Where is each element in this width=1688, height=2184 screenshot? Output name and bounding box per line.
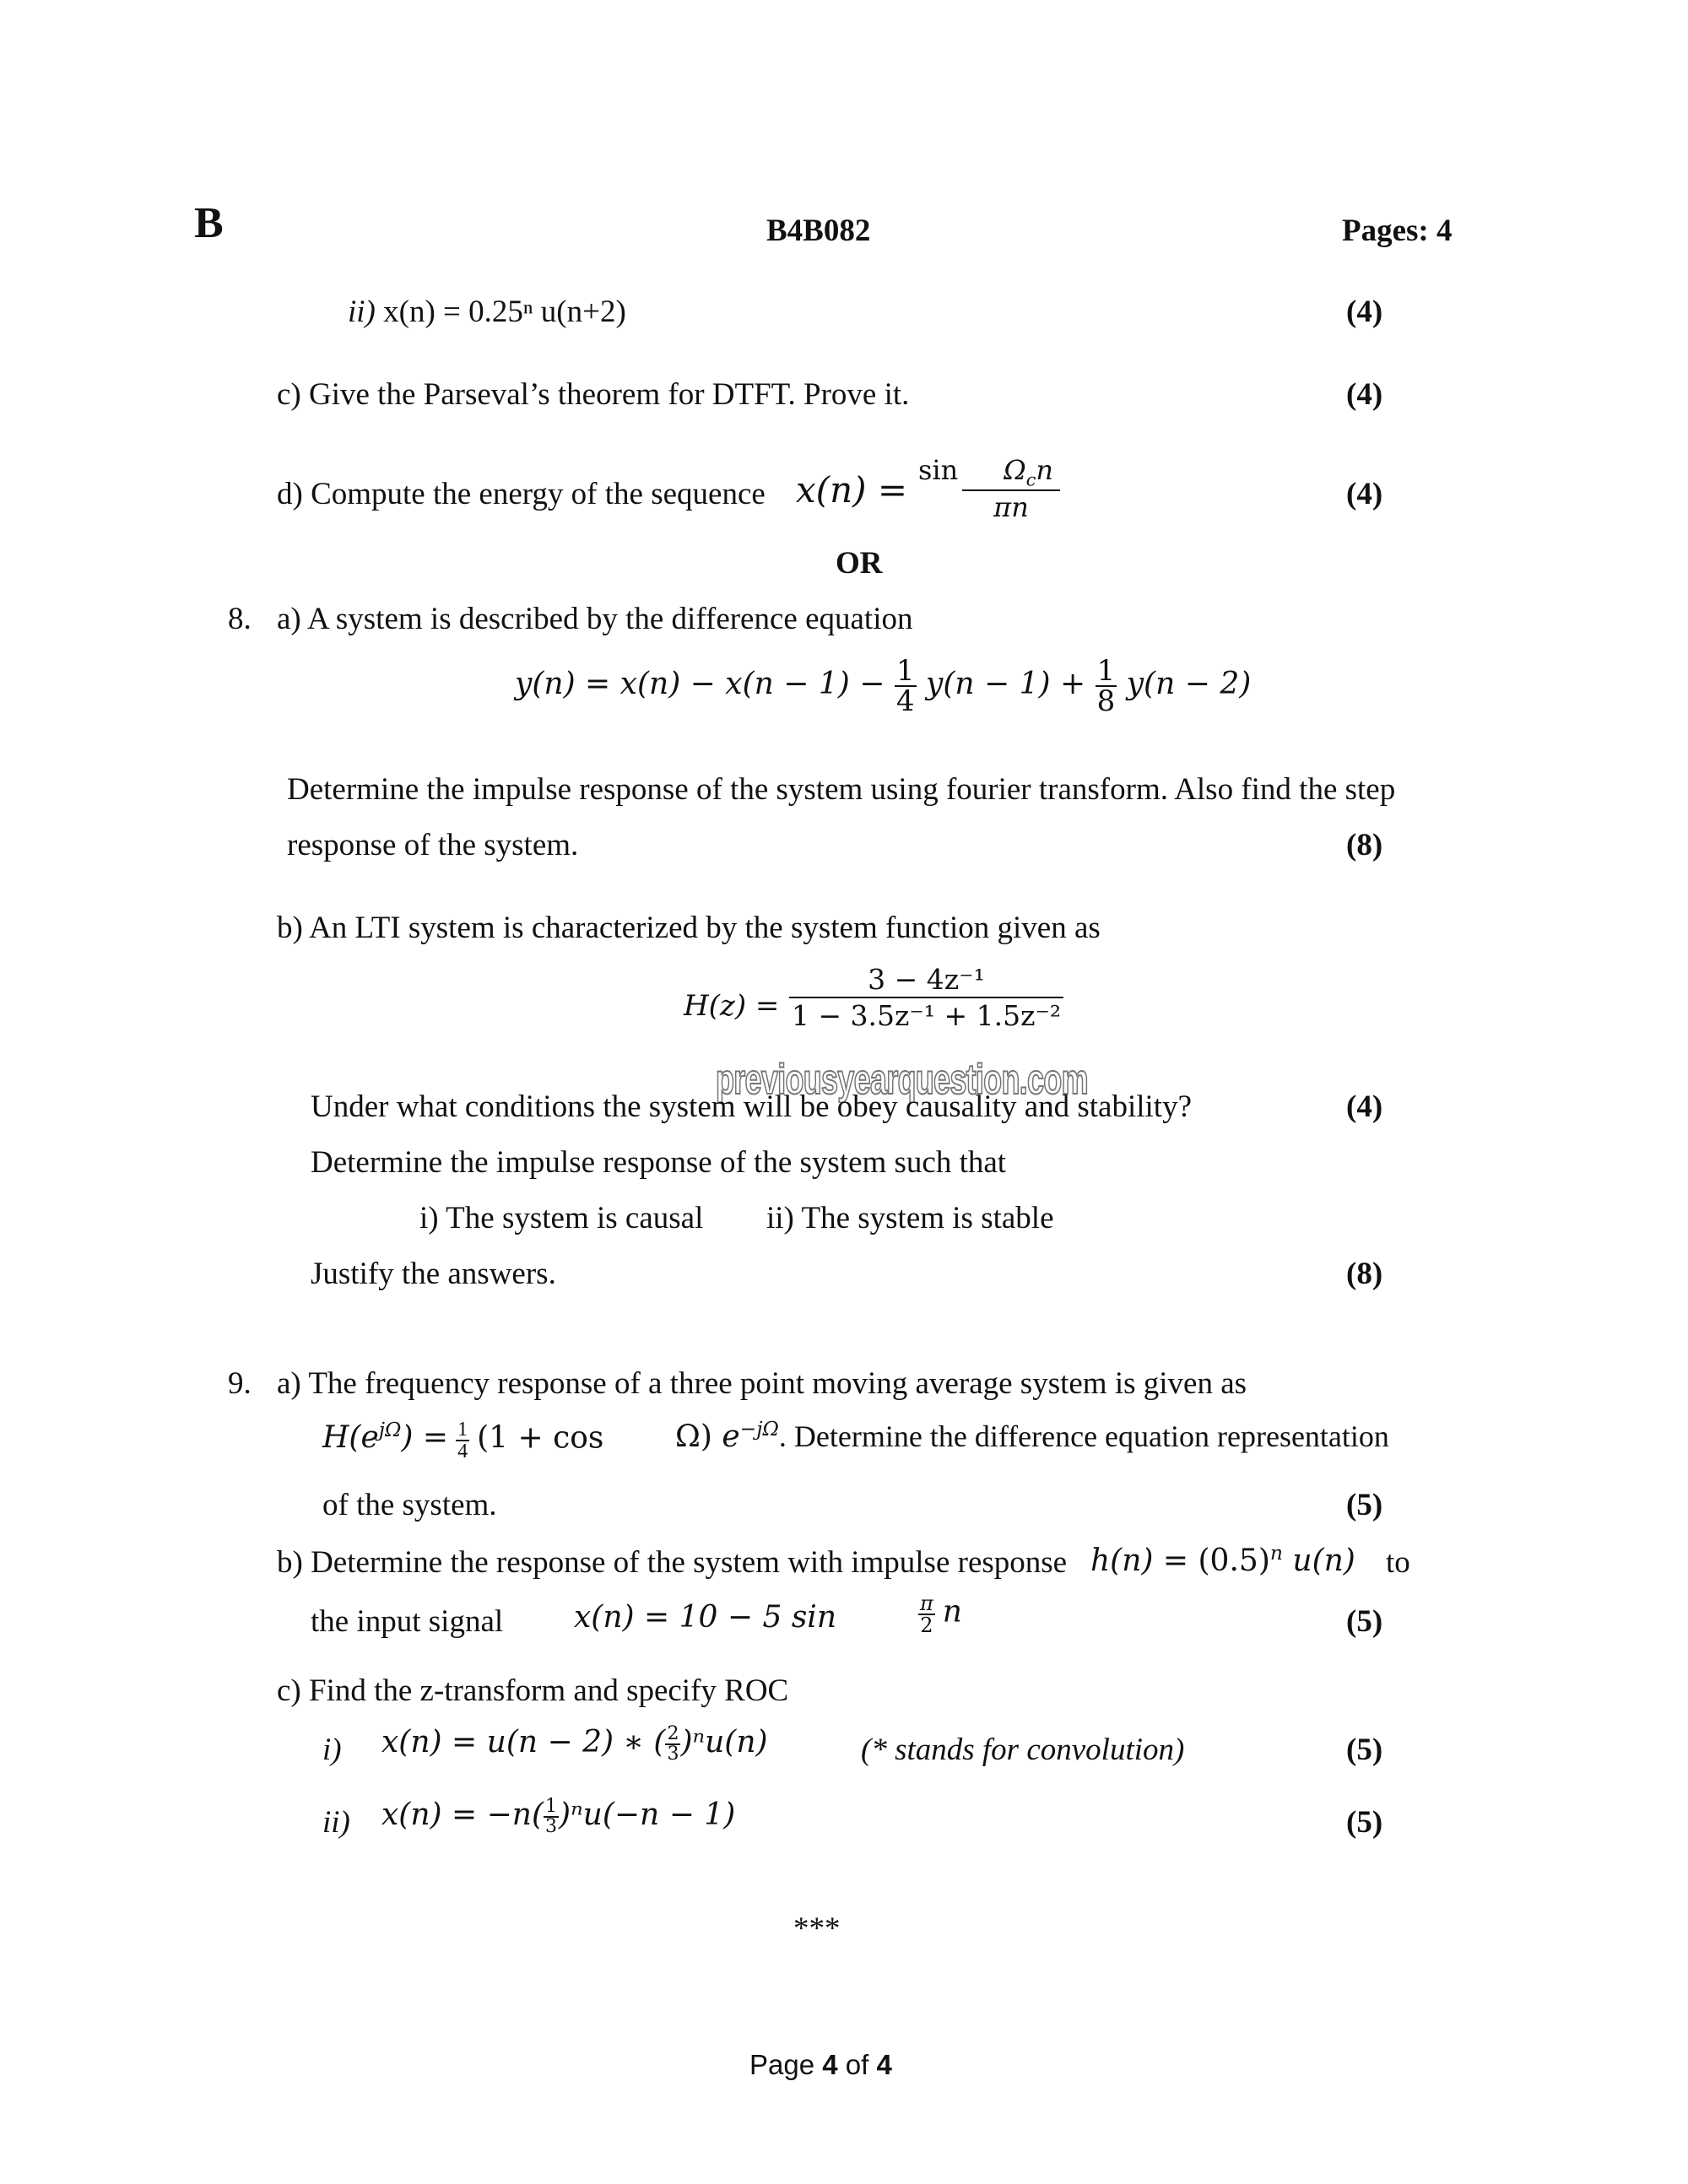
watermark-logo: previousyearquestion.com [716,1056,1088,1103]
or-divider: OR [836,546,883,581]
q9-cii-label: ii) [322,1805,350,1840]
q8-eq-frac1: $\frac{1}{4}$ [895,654,915,718]
q8-b-q1: Under what conditions the system will be obey causality and stability? [311,1089,1193,1124]
q9-cii-expr1: x(n) = −n( [381,1797,544,1832]
q9-ci-expr1: x(n) = u(n − 2) ∗ ( [381,1725,666,1760]
q8-b-den: 1 − 3.5z⁻¹ + 1.5z⁻² [789,997,1063,1033]
q8-b-opt1: i) The system is causal [419,1201,704,1235]
q8-eq-frac2: $\frac{1}{8}$ [1096,654,1116,718]
q9-cii-marks: (5) [1346,1805,1383,1840]
q9-ci-expr [381,1725,768,1764]
q9-cii-frac: $\frac{1}{3}$ [545,1796,558,1837]
q7-c-marks: (4) [1346,377,1383,412]
q8-a-desc-line1: Determine the impulse response of the system using fourier transform. Also find the step [287,772,1396,807]
q7-d-arg: $\Omega_cn$ [1004,454,1053,490]
q9-b-text: b) Determine the response of the system with impulse response [277,1545,1068,1580]
q8-b-num: 3 − 4z⁻¹ [868,963,985,996]
page-footer [749,2049,892,2081]
footer-of-word: of [845,2049,869,2080]
q9-b-line2: the input signal [311,1604,504,1639]
q7-d-lhs: x(n) = [796,469,908,511]
q9-b-frac: $\frac{\pi}{2}$ [920,1592,933,1637]
q9-a-mid: (1 + cos [477,1420,604,1456]
q8-a-desc-line2: response of the system. [287,828,579,862]
footer-page-word: Page [749,2049,815,2080]
q9-cii-expr2: )ⁿu(−n − 1) [559,1797,736,1832]
footer-page-total: 4 [876,2049,892,2080]
q9-a-equation-2 [675,1419,1389,1452]
q8-b-lhs: H(z) = [684,989,780,1023]
q8-b-q2: Determine the impulse response of the system such that [311,1145,1007,1180]
q9-a-lhs: $H(e^{j\Omega})$ = [322,1418,449,1456]
q9-b-arg [918,1593,962,1635]
q9-number: 9. [228,1366,252,1401]
q7-d-marks: (4) [1346,477,1383,511]
q9-ci-frac: $\frac{2}{3}$ [667,1723,679,1765]
q7-c-text: c) Give the Parseval’s theorem for DTFT. Prove it. [277,377,910,412]
q8-number: 8. [228,602,252,636]
q9-a-frac: $\frac{1}{4}$ [457,1419,468,1462]
q9-ci-expr2: )ⁿu(n) [680,1725,768,1760]
q8-a-marks: (8) [1346,828,1383,862]
page-count: Pages: 4 [1342,214,1453,248]
q9-b-marks: (5) [1346,1604,1383,1639]
q8-a-equation [515,654,1252,718]
q9-b-x: x(n) = 10 − 5 sin [574,1600,837,1635]
q9-b-n: n [942,1594,962,1630]
set-letter: B [194,199,224,247]
q8-eq-part3: y(n − 2) [1126,667,1252,701]
q9-a-mid2: Ω) $e^{-j\Omega}$ [675,1417,779,1454]
q8-a-text: a) A system is described by the difference equation [277,602,913,636]
q7-d-fraction [912,454,1060,523]
q7-bii [348,294,626,330]
q8-b-fraction [789,962,1063,1034]
q7-bii-expr: x(n) = 0.25ⁿ u(n+2) [383,295,626,329]
q8-b-q1-marks: (4) [1346,1089,1383,1124]
q9-ci-note: (* stands for convolution) [861,1733,1185,1767]
q8-b-q3-marks: (8) [1346,1257,1383,1291]
q9-ci-marks: (5) [1346,1733,1383,1767]
q9-cii-expr [381,1797,735,1836]
q8-b-opt2: ii) The system is stable [766,1201,1054,1235]
q9-a-text: a) The frequency response of a three point moving average system is given as [277,1366,1247,1401]
footer-page-num: 4 [822,2049,838,2080]
q9-a-marks: (5) [1346,1488,1383,1522]
q9-a-equation [322,1419,603,1462]
q7-d-sin: sin [918,454,959,486]
end-marker: *** [793,1911,841,1946]
paper-code: B4B082 [766,214,871,248]
q9-ci-label: i) [322,1733,342,1767]
q7-d-den: πn [993,491,1029,524]
q9-b-to: to [1386,1545,1410,1580]
q8-b-q3: Justify the answers. [311,1257,556,1291]
q9-a-line2: of the system. [322,1488,497,1522]
q8-eq-part1: y(n) = x(n) − x(n − 1) − [515,667,885,701]
q8-b-text: b) An LTI system is characterized by the system function given as [277,911,1101,945]
q9-a-rest: . Determine the difference equation representation [778,1419,1389,1453]
q8-eq-part2: y(n − 1) + [925,667,1086,701]
q7-d-text: d) Compute the energy of the sequence [277,477,766,511]
q7-bii-marks: (4) [1346,295,1383,329]
q7-bii-label: ii) [348,295,376,329]
q9-b-h: $h(n) = (0.5)^n$ u(n) [1090,1541,1355,1578]
q9-c-text: c) Find the z-transform and specify ROC [277,1673,789,1708]
